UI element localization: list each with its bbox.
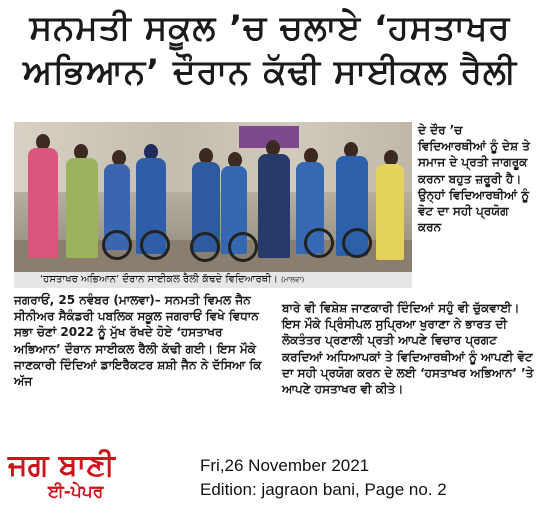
article-text-middle: ਬਾਰੇ ਵੀ ਵਿਸ਼ੇਸ਼ ਜਾਣਕਾਰੀ ਦਿੰਦਿਆਂ ਸਹੁੰ ਵੀ ਚੁੱਕਵਾਈ। ਇਸ ਮੌਕੇ ਪ੍ਰਿੰਸੀਪਲ ਸੁਪ੍ਰਿਆ ਖੁਰਾਣਾ ਨੇ ਭਾਰਤ ਦੀ ਲੋਕਤੰਤਰ ਪ੍ਰਣਾਲੀ ਪ੍ਰਤੀ ਆਪਣੇ ਵਿਚਾਰ ਪ੍ਰਗਟ ਕਰਦਿਆਂ ਅਧਿਆਪਕਾਂ ਤੇ ਵਿਦਿਆਰਥੀਆਂ ਨੂੰ ਆਪਣੀ ਵੋਟ ਦਾ ਸਹੀ ਪ੍ਰਯੋਗ ਕਰਨ ਦੇ ਲਈ ‘ਹਸਤਾਖਰ ਅਭਿਆਨ’ ’ਤੇ ਆਪਣੇ ਹਸਤਾਖਰ ਵੀ ਕੀਤੇ।	[282, 301, 534, 397]
article-text-right: ਦੇ ਦੌਰ ’ਚ ਵਿਦਿਆਰਥੀਆਂ ਨੂੰ ਦੇਸ਼ ਤੇ ਸਮਾਜ ਦੇ ਪ੍ਰਤੀ ਜਾਗਰੂਕ ਕਰਨਾ ਬਹੁਤ ਜ਼ਰੂਰੀ ਹੈ। ਉਨ੍ਹਾਂ ਵਿਦਿਆਰਥੀਆਂ ਨੂੰ ਵੋਟ ਦਾ ਸਹੀ ਪ੍ਰਯੋਗ ਕਰਨ	[418, 123, 530, 235]
headline-line-1: ਸਨਮਤੀ ਸਕੂਲ ’ਚ ਚਲਾਏ ‘ਹਸਤਾਖਰ	[29, 8, 511, 48]
article-column-right	[418, 122, 532, 235]
brand-subtitle: ਈ-ਪੇਪਰ	[48, 482, 104, 502]
jagbani-logo	[8, 450, 184, 506]
article-column-middle	[282, 300, 534, 397]
photo-credit: (ਮਾਲਵਾ)	[281, 276, 305, 284]
headline	[8, 6, 532, 94]
edition-meta	[200, 454, 447, 502]
article-column-left	[14, 292, 272, 389]
edition-info: Edition: jagraon bani, Page no. 2	[200, 480, 447, 499]
article-text-left: ਜਗਰਾਓਂ, 25 ਨਵੰਬਰ (ਮਾਲਵਾ)– ਸਨਮਤੀ ਵਿਮਲ ਜੈਨ ਸੀਨੀਅਰ ਸੈਕੰਡਰੀ ਪਬਲਿਕ ਸਕੂਲ ਜਗਰਾਓਂ ਵਿਖੇ ਵਿਧਾਨ ਸਭਾ ਚੋਣਾਂ 2022 ਨੂੰ ਮੁੱਖ ਰੱਖਦੇ ਹੋਏ ‘ਹਸਤਾਖਰ ਅਭਿਆਨ’ ਦੌਰਾਨ ਸਾਈਕਲ ਰੈਲੀ ਕੱਢੀ ਗਈ। ਇਸ ਮੌਕੇ ਜਾਣਕਾਰੀ ਦਿੰਦਿਆਂ ਡਾਇਰੈਕਟਰ ਸ਼ਸ਼ੀ ਜੈਨ ਨੇ ਦੱਸਿਆ ਕਿ ਅੱਜ	[14, 293, 262, 389]
news-photo	[14, 122, 412, 272]
epaper-footer	[0, 450, 540, 518]
photo-caption-text: ‘ਹਸਤਾਖਰ ਅਭਿਆਨ’ ਦੌਰਾਨ ਸਾਈਕਲ ਰੈਲੀ ਕੱਢਦੇ ਵਿਦਿਆਰਥੀ।	[40, 274, 278, 285]
headline-line-2: ਅਭਿਆਨ’ ਦੌਰਾਨ ਕੱਢੀ ਸਾਈਕਲ ਰੈਲੀ	[22, 52, 518, 92]
brand-name: ਜਗ ਬਾਣੀ	[8, 448, 115, 483]
photo-caption	[14, 272, 412, 288]
publication-date: Fri,26 November 2021	[200, 456, 370, 475]
